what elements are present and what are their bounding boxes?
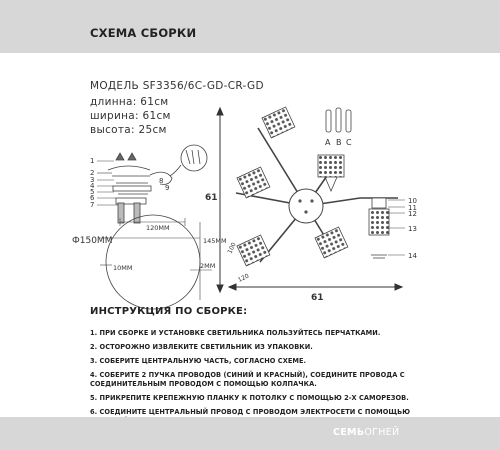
brand-bold: СЕМЬ [333, 427, 365, 438]
part-number: 4 [90, 182, 95, 190]
part-number: 6 [90, 194, 95, 202]
part-number: 3 [90, 176, 95, 184]
instruction-step: 5. ПРИКРЕПИТЕ КРЕПЕЖНУЮ ПЛАНКУ К ПОТОЛКУ С ПОМОЩЬЮ 2-Х САМОРЕЗОВ. [90, 394, 409, 402]
instructions-section [90, 306, 420, 431]
part-number: 10 [408, 197, 417, 205]
right-part-numbers [408, 197, 417, 260]
shade [237, 235, 270, 266]
bulb-types [326, 108, 351, 132]
instruction-step: 3. СОБЕРИТЕ ЦЕНТРАЛЬНУЮ ЧАСТЬ, СОГЛАСНО СХЕМЕ. [90, 357, 307, 365]
instruction-step: 4. СОБЕРИТЕ 2 ПУЧКА ПРОВОДОВ (СИНИЙ И КРАСНЫЙ), СОЕДИНИТЕ ПРОВОДА С СОЕДИНИТЕЛЬНЫМ ПРОВОДОМ С ПОМОЩЬЮ КОЛПАЧКА. [90, 371, 405, 388]
shade [262, 107, 295, 138]
dim-width-61: 61 [311, 293, 324, 303]
bulb-label-b: B [336, 138, 342, 147]
chandelier-canopy [289, 189, 323, 223]
spec-width: ширина: 61см [90, 110, 171, 122]
part-number: 9 [165, 184, 170, 192]
spec-height: высота: 25см [90, 124, 167, 136]
instruction-step: 6. СОЕДИНИТЕ ЦЕНТРАЛЬНЫЙ ПРОВОД С ПРОВОДОМ ЭЛЕКТРОСЕТИ С ПОМОЩЬЮ [90, 408, 411, 416]
part-number: 1 [90, 157, 95, 165]
page-title: СХЕМА СБОРКИ [90, 26, 197, 40]
shade [318, 155, 344, 177]
part-number: 5 [90, 188, 95, 196]
instruction-step: 1. ПРИ СБОРКЕ И УСТАНОВКЕ СВЕТИЛЬНИКА ПОЛЬЗУЙТЕСЬ ПЕРЧАТКАМИ. [90, 329, 381, 337]
dim-150: Ф150MM [72, 236, 113, 246]
shade-dim-120: 120 [236, 272, 251, 284]
part-number: 7 [90, 201, 95, 209]
instructions-title: ИНСТРУКЦИЯ ПО СБОРКЕ: [90, 306, 248, 317]
shade [315, 227, 348, 258]
brand-logo [333, 427, 399, 438]
dim-height-61: 61 [205, 193, 218, 203]
spec-model: МОДЕЛЬ SF3356/6C-GD-CR-GD [90, 80, 264, 92]
part-number: 13 [408, 225, 417, 233]
brand-light: ОГНЕЙ [364, 427, 400, 438]
part-number: 2 [90, 169, 95, 177]
shade-dim-100: 100 [226, 241, 238, 255]
shade-side-view [369, 198, 389, 258]
instruction-step: 2. ОСТОРОЖНО ИЗВЛЕКИТЕ СВЕТИЛЬНИК ИЗ УПАКОВКИ. [90, 343, 313, 351]
bulb-label-a: A [325, 138, 331, 147]
dim-10: 10MM [113, 264, 133, 272]
dim-120: 120MM [146, 224, 170, 232]
part-number: 11 [408, 204, 417, 212]
footer-bar [0, 417, 500, 450]
part-number: 12 [408, 210, 417, 218]
dim-2: 2MM [200, 262, 216, 270]
bulb-label-c: C [346, 138, 352, 147]
spec-length: длинна: 61см [90, 96, 169, 108]
part-number: 14 [408, 252, 417, 260]
mount-exploded-view [108, 145, 207, 223]
leader-lines-right [388, 200, 405, 255]
dim-145: 145MM [203, 237, 227, 245]
part-number: 8 [159, 177, 164, 185]
